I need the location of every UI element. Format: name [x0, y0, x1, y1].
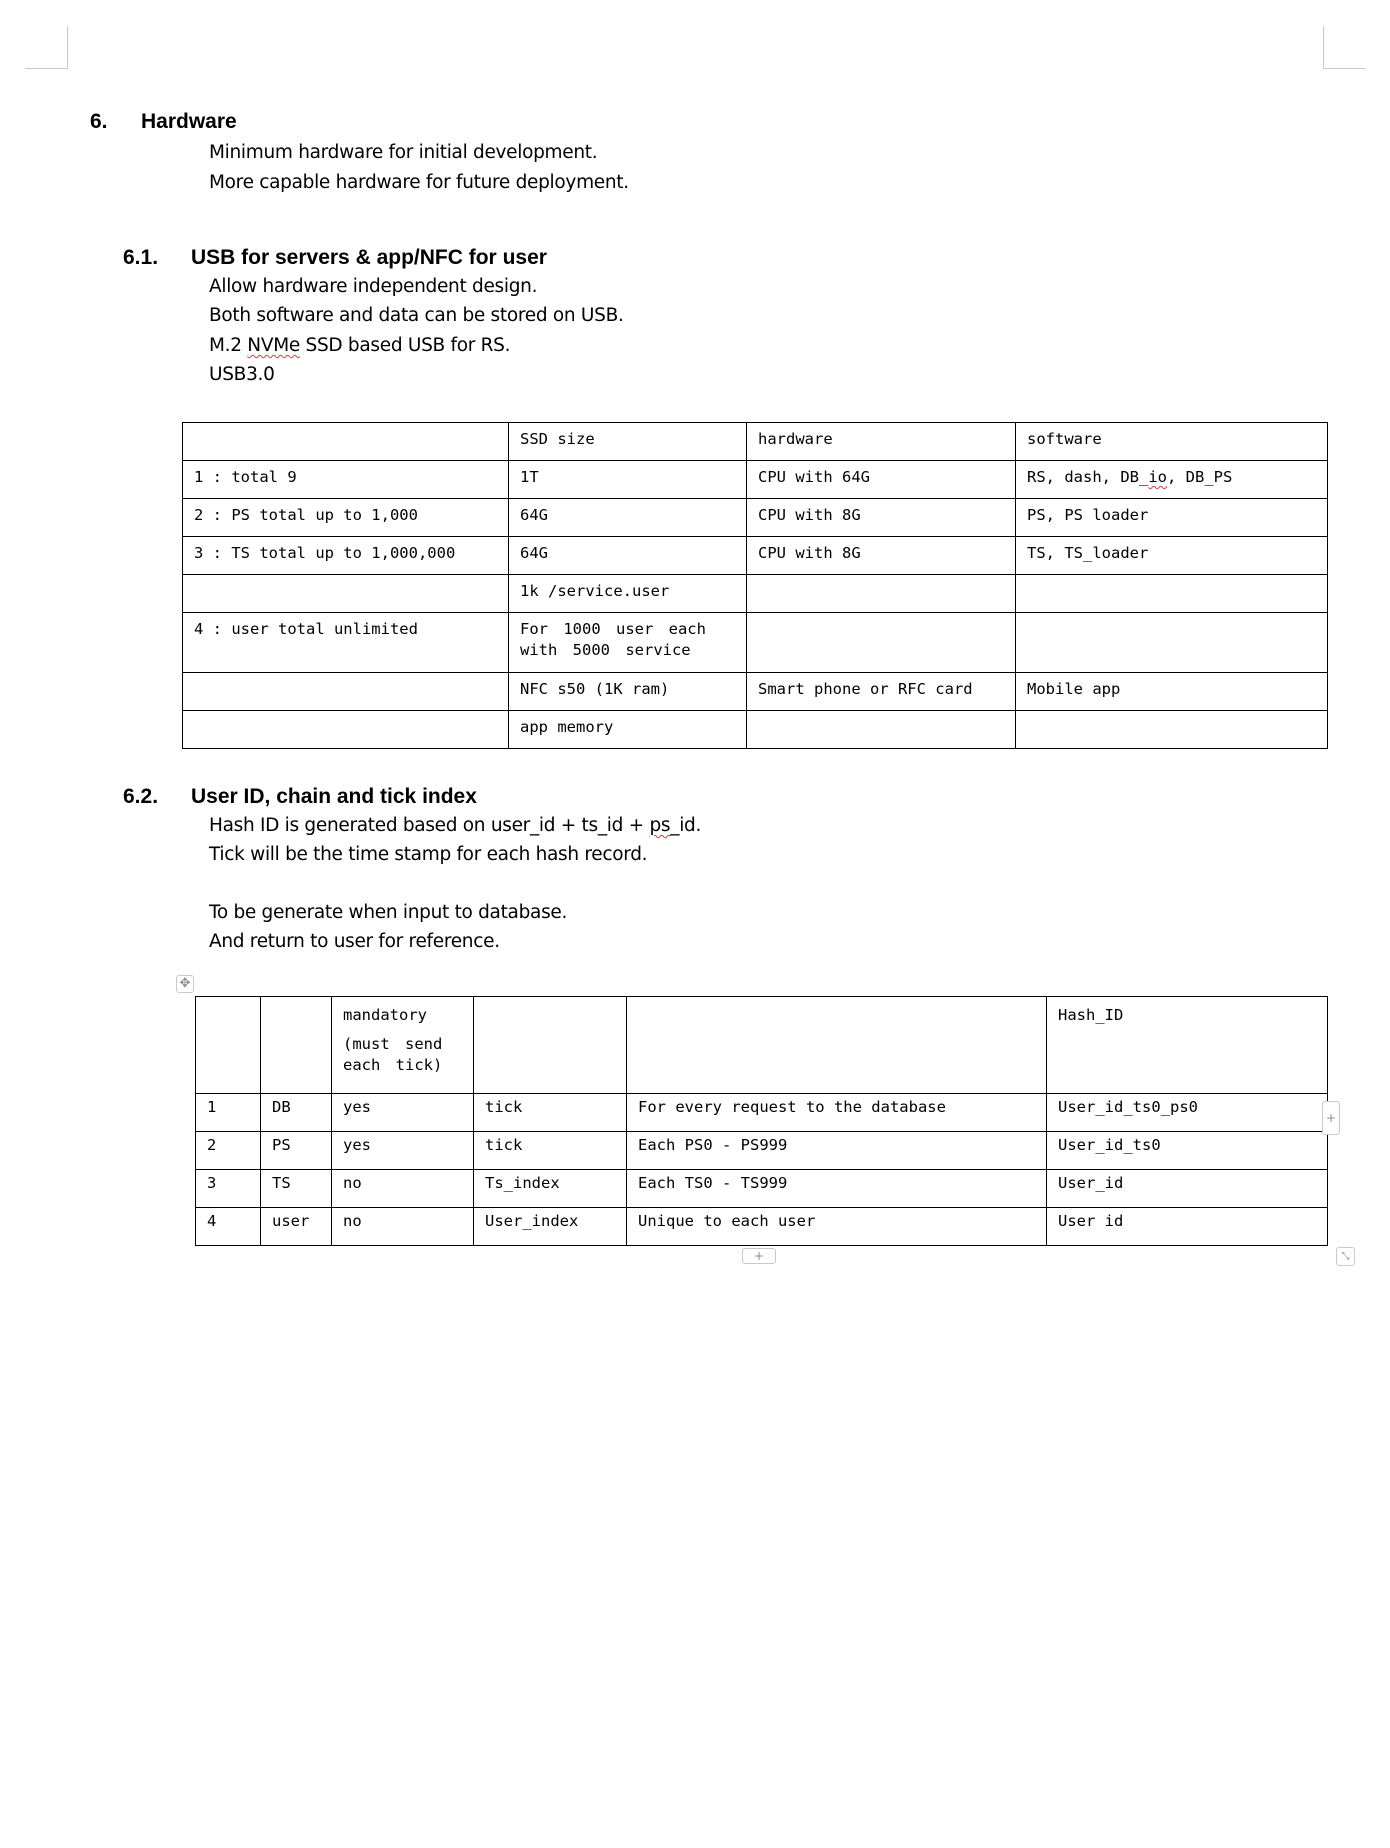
table-cell[interactable]: 1 : total 9 [183, 461, 509, 499]
text-run: RS, dash, DB_ [1027, 468, 1149, 486]
text-run: , DB_PS [1167, 468, 1233, 486]
table-cell[interactable] [747, 613, 1016, 673]
table-cell[interactable]: Smart phone or RFC card [747, 673, 1016, 711]
paragraph-line [209, 335, 510, 356]
paragraph-line: Tick will be the time stamp for each hash record. [209, 844, 648, 865]
text-run: M.2 [209, 335, 248, 356]
table-cell[interactable] [747, 711, 1016, 749]
table-cell[interactable]: Each PS0 - PS999 [627, 1132, 1047, 1170]
table-move-handle-icon[interactable]: ✥ [176, 975, 194, 993]
table-cell[interactable]: tick [474, 1132, 627, 1170]
paragraph-line: Allow hardware independent design. [209, 276, 538, 297]
header-label: mandatory [343, 1006, 427, 1024]
hardware-table[interactable] [182, 422, 1328, 749]
table-cell[interactable]: 1k /service.user [509, 575, 747, 613]
table-cell[interactable]: 64G [509, 537, 747, 575]
table-row [183, 499, 1328, 537]
table-header-cell[interactable]: SSD size [509, 423, 747, 461]
table-cell[interactable]: yes [332, 1094, 474, 1132]
table-cell[interactable]: User_id [1047, 1170, 1328, 1208]
table-cell[interactable]: 2 [196, 1132, 261, 1170]
table-cell[interactable]: CPU with 64G [747, 461, 1016, 499]
table-cell[interactable]: TS [261, 1170, 332, 1208]
text-run: _id. [670, 815, 702, 836]
table-cell[interactable]: 4 : user total unlimited [183, 613, 509, 673]
table-cell[interactable] [1016, 711, 1328, 749]
table-cell[interactable]: Mobile app [1016, 673, 1328, 711]
heading-title: Hardware [141, 110, 237, 133]
table-cell[interactable]: 1 [196, 1094, 261, 1132]
text-run: Hash ID is generated based on user_id + ts_id + [209, 815, 650, 836]
heading-number: 6. [90, 110, 108, 133]
table-row [183, 711, 1328, 749]
table-cell[interactable]: 2 : PS total up to 1,000 [183, 499, 509, 537]
table-cell[interactable]: app memory [509, 711, 747, 749]
page-margin-mark-top-right [1323, 26, 1366, 69]
spelling-flag[interactable]: io [1148, 468, 1167, 486]
table-cell[interactable] [183, 575, 509, 613]
table-cell[interactable]: For 1000 user each with 5000 service [509, 613, 747, 673]
table-cell[interactable]: User_index [474, 1208, 627, 1246]
table-cell[interactable]: 3 : TS total up to 1,000,000 [183, 537, 509, 575]
table-row [183, 575, 1328, 613]
table-cell[interactable]: PS [261, 1132, 332, 1170]
table-header-cell[interactable]: hardware [747, 423, 1016, 461]
table-cell[interactable]: DB [261, 1094, 332, 1132]
table-cell[interactable]: no [332, 1170, 474, 1208]
table-cell[interactable]: Unique to each user [627, 1208, 1047, 1246]
table-header-cell[interactable]: Hash_ID [1047, 997, 1328, 1094]
table-row [196, 1094, 1328, 1132]
table-header-cell[interactable]: software [1016, 423, 1328, 461]
page-margin-mark-top-left [25, 26, 68, 69]
spelling-flag[interactable]: NVMe [247, 335, 300, 356]
table-cell[interactable]: For every request to the database [627, 1094, 1047, 1132]
table-cell[interactable] [474, 997, 627, 1094]
table-header-row [196, 997, 1328, 1094]
table-cell[interactable]: NFC s50 (1K ram) [509, 673, 747, 711]
table-cell[interactable]: yes [332, 1132, 474, 1170]
paragraph-line [209, 815, 701, 836]
table-cell[interactable] [183, 673, 509, 711]
table-cell[interactable]: 3 [196, 1170, 261, 1208]
paragraph-line: Both software and data can be stored on USB. [209, 305, 624, 326]
heading-number: 6.1. [123, 246, 159, 269]
header-note: (must send each tick) [343, 1035, 443, 1074]
table-cell[interactable]: CPU with 8G [747, 499, 1016, 537]
table-cell[interactable] [627, 997, 1047, 1094]
table-header-row [183, 423, 1328, 461]
table-header-cell[interactable] [332, 997, 474, 1094]
table-cell[interactable]: 64G [509, 499, 747, 537]
table-cell[interactable]: 1T [509, 461, 747, 499]
spelling-flag[interactable]: ps [649, 815, 671, 836]
table-cell[interactable]: User id [1047, 1208, 1328, 1246]
table-cell[interactable]: tick [474, 1094, 627, 1132]
heading-title: USB for servers & app/NFC for user [191, 246, 547, 269]
insert-row-plus-icon[interactable]: + [1322, 1101, 1340, 1135]
table-cell[interactable]: User_id_ts0 [1047, 1132, 1328, 1170]
text-run: SSD based USB for RS. [299, 335, 511, 356]
table-row [196, 1132, 1328, 1170]
table-cell[interactable]: CPU with 8G [747, 537, 1016, 575]
table-row [183, 461, 1328, 499]
table-cell[interactable] [1016, 461, 1328, 499]
heading-number: 6.2. [123, 785, 159, 808]
table-cell[interactable] [1016, 613, 1328, 673]
table-cell[interactable] [196, 997, 261, 1094]
paragraph-line: More capable hardware for future deployment. [209, 172, 629, 193]
table-cell[interactable] [183, 423, 509, 461]
table-row [183, 613, 1328, 673]
heading-title: User ID, chain and tick index [191, 785, 477, 808]
paragraph-line: And return to user for reference. [209, 931, 500, 952]
id-chain-table[interactable] [195, 996, 1328, 1246]
table-cell[interactable] [1016, 575, 1328, 613]
table-row [183, 537, 1328, 575]
insert-column-plus-icon[interactable]: + [742, 1248, 776, 1264]
table-row [196, 1170, 1328, 1208]
paragraph-line: USB3.0 [209, 364, 275, 385]
table-cell[interactable]: User_id_ts0_ps0 [1047, 1094, 1328, 1132]
table-cell[interactable]: user [261, 1208, 332, 1246]
table-cell[interactable]: 4 [196, 1208, 261, 1246]
table-cell[interactable]: Each TS0 - TS999 [627, 1170, 1047, 1208]
paragraph-line: Minimum hardware for initial development. [209, 142, 598, 163]
table-cell[interactable]: TS, TS_loader [1016, 537, 1328, 575]
table-cell[interactable]: PS, PS loader [1016, 499, 1328, 537]
table-cell[interactable] [747, 575, 1016, 613]
table-row [196, 1208, 1328, 1246]
table-cell[interactable]: no [332, 1208, 474, 1246]
table-cell[interactable] [261, 997, 332, 1094]
table-row [183, 673, 1328, 711]
paragraph-line: To be generate when input to database. [209, 902, 568, 923]
table-cell[interactable]: Ts_index [474, 1170, 627, 1208]
table-cell[interactable] [183, 711, 509, 749]
table-resize-handle-icon[interactable]: ⤡ [1336, 1247, 1355, 1266]
